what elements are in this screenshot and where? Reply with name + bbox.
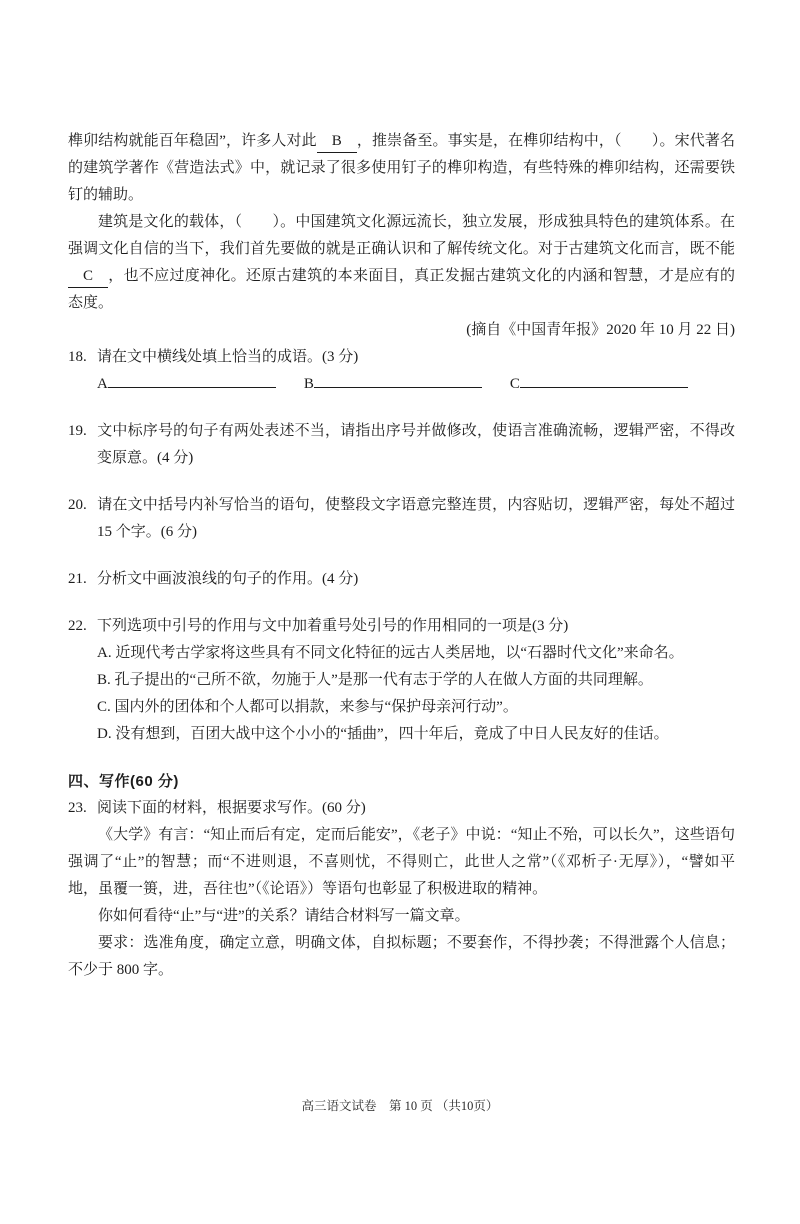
passage-text: 榫卯结构就能百年稳固”，许多人对此: [68, 133, 317, 149]
essay-prompt-paragraph: 你如何看待“止”与“进”的关系？请结合材料写一篇文章。: [98, 908, 470, 924]
inline-blank-c: C: [68, 265, 108, 288]
question-22-option-d: D. 没有想到，百团大战中这个小小的“插曲”，四十年后，竟成了中日人民友好的佳话。: [97, 726, 669, 742]
answer-underline: [108, 372, 276, 388]
answer-underline: [314, 372, 482, 388]
question-number: 20.: [68, 497, 87, 513]
passage-paragraph-2: [68, 209, 735, 317]
question-number: 18.: [68, 349, 87, 365]
question-number: 19.: [68, 423, 87, 439]
page-footer: 高三语文试卷 第 10 页 （共10页）: [301, 1099, 499, 1113]
question-text: 文中标序号的句子有两处表述不当，请指出序号并做修改，使语言准确流畅，逻辑严密，不得改变原意。(4 分): [97, 423, 735, 466]
question-22-option-a: A. 近现代考古学家将这些具有不同文化特征的远古人类居地，以“石器时代文化”来命名。: [97, 645, 684, 661]
question-22: [68, 613, 735, 640]
question-text: 分析文中画波浪线的句子的作用。(4 分): [97, 571, 359, 587]
section-4-heading: 四、写作(60 分): [68, 773, 179, 790]
question-number: 21.: [68, 571, 87, 587]
passage-text: ，也不应过度神化。还原古建筑的本来面目，真正发掘古建筑文化的内涵和智慧，才是应有的态度。: [68, 268, 735, 311]
passage-text: ，推崇备至。事实是，在榫卯结构中，（ ）。宋代著名的建筑学著作《营造法式》中，就记录了很多使用钉子的榫卯构造，有些特殊的榫卯结构，还需要铁钉的辅助。: [68, 133, 735, 203]
answer-underline: [520, 372, 688, 388]
question-20: [68, 492, 735, 546]
blank-label-b: B: [303, 376, 314, 392]
question-19: [68, 418, 735, 472]
essay-material-paragraph: 《大学》有言：“知止而后有定，定而后能安”，《老子》中说：“知止不殆，可以长久”，这些语句强调了“止”的智慧；而“不进则退，不喜则忧，不得则亡，此世人之常”（《邓析子·无厚》），“譬如平地，虽覆一篑，进，吾往也”（《论语》）等语句也彰显了积极进取的精神。: [68, 827, 735, 897]
question-text: 阅读下面的材料，根据要求写作。(60 分): [97, 800, 366, 816]
question-18-answer-blanks: [68, 371, 735, 398]
question-22-option-b: B. 孔子提出的“己所不欲，勿施于人”是那一代有志于学的人在做人方面的共同理解。: [97, 672, 653, 688]
page-content: [68, 128, 735, 984]
passage-source-citation: (摘自《中国青年报》2020 年 10 月 22 日): [466, 322, 735, 338]
question-23: [68, 795, 735, 822]
passage-paragraph-1: [68, 128, 735, 209]
question-number: 22.: [68, 618, 87, 634]
question-18: [68, 344, 735, 371]
inline-blank-b: B: [317, 130, 357, 153]
question-text: 请在文中括号内补写恰当的语句，使整段文字语意完整连贯，内容贴切，逻辑严密，每处不超过 15 个字。(6 分): [97, 497, 735, 540]
essay-requirements-paragraph: 要求：选准角度，确定立意，明确文体，自拟标题；不要套作，不得抄袭；不得泄露个人信息；不少于 800 字。: [68, 935, 735, 978]
blank-label-c: C: [509, 376, 520, 392]
question-number: 23.: [68, 800, 87, 816]
question-text: 请在文中横线处填上恰当的成语。(3 分): [97, 349, 359, 365]
question-22-option-c: C. 国内外的团体和个人都可以捐款，来参与“保护母亲河行动”。: [97, 699, 518, 715]
blank-label-a: A: [97, 376, 108, 392]
question-text: 下列选项中引号的作用与文中加着重号处引号的作用相同的一项是(3 分): [97, 618, 569, 634]
question-21: [68, 566, 735, 593]
passage-text: 建筑是文化的载体，（ ）。中国建筑文化源远流长，独立发展，形成独具特色的建筑体系。在强调文化自信的当下，我们首先要做的就是正确认识和了解传统文化。对于古建筑文化而言，既不能: [68, 214, 735, 257]
